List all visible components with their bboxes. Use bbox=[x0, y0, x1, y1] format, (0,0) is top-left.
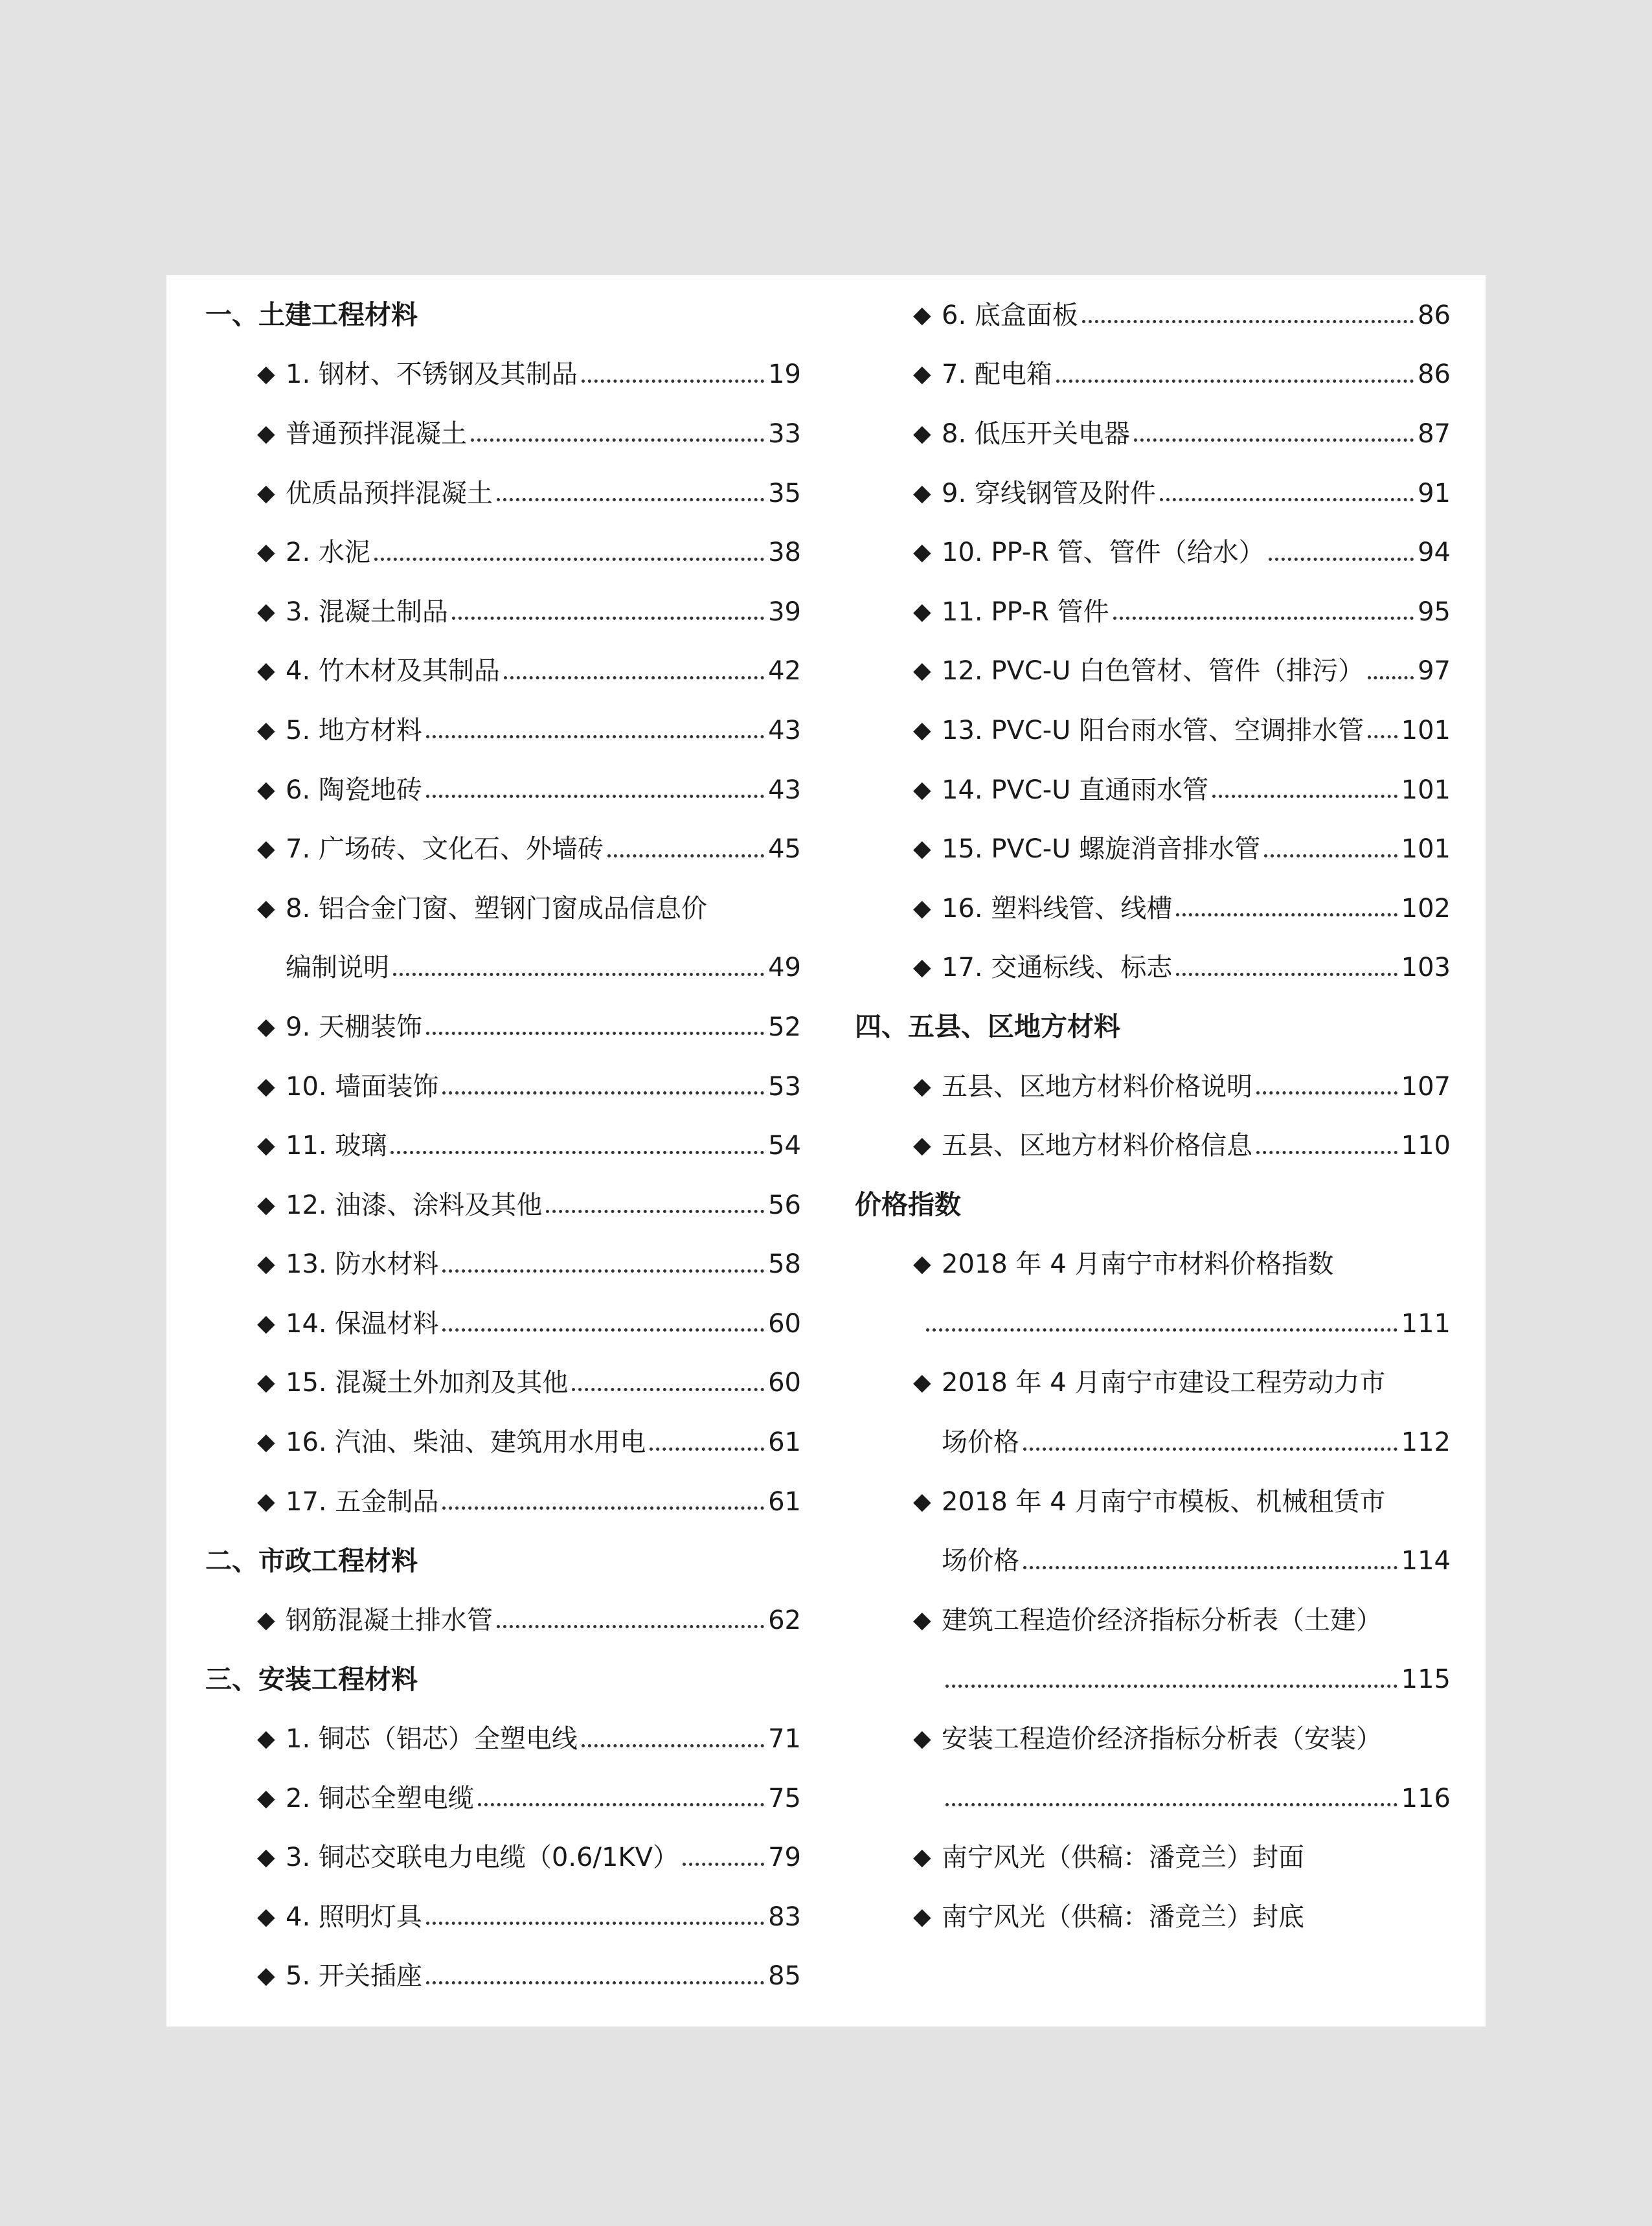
toc-page: 95 bbox=[1418, 596, 1451, 627]
toc-entry[interactable] bbox=[205, 464, 801, 523]
toc-entry-continuation[interactable] bbox=[855, 1531, 1451, 1591]
toc-label: 8. 铝合金门窗、塑钢门窗成品信息价 bbox=[286, 893, 707, 924]
toc-page: 111 bbox=[1401, 1308, 1451, 1339]
toc-label: 2018 年 4 月南宁市建设工程劳动力市 bbox=[942, 1368, 1386, 1398]
toc-entry[interactable] bbox=[205, 1769, 801, 1828]
toc-label: 3. 混凝土制品 bbox=[286, 596, 448, 627]
toc-entry[interactable] bbox=[205, 1413, 801, 1472]
toc-entry[interactable] bbox=[205, 879, 801, 938]
toc-entry[interactable] bbox=[205, 1947, 801, 2006]
toc-label: 15. PVC-U 螺旋消音排水管 bbox=[942, 834, 1261, 865]
toc-label: 南宁风光（供稿：潘竞兰）封面 bbox=[942, 1843, 1304, 1873]
dot-leader bbox=[442, 1506, 764, 1510]
toc-page: 71 bbox=[768, 1724, 801, 1755]
toc-label: 10. 墙面装饰 bbox=[286, 1071, 439, 1102]
toc-page: 102 bbox=[1401, 893, 1451, 924]
dot-leader bbox=[1134, 438, 1414, 442]
toc-label: 7. 配电箱 bbox=[942, 359, 1052, 390]
diamond-bullet-icon: ◆ bbox=[257, 361, 275, 388]
section-heading-installation: 三、安装工程材料 bbox=[205, 1663, 418, 1695]
toc-entry-continuation[interactable] bbox=[205, 938, 801, 998]
toc-page: 49 bbox=[768, 953, 801, 983]
toc-label: 10. PP-R 管、管件（给水） bbox=[942, 538, 1265, 568]
diamond-bullet-icon: ◆ bbox=[257, 716, 275, 744]
toc-page: 58 bbox=[768, 1249, 801, 1280]
toc-entry[interactable] bbox=[205, 1116, 801, 1175]
dot-leader bbox=[945, 1685, 1397, 1688]
toc-entry[interactable] bbox=[855, 1887, 1451, 1947]
toc-label: 场价格 bbox=[942, 1546, 1019, 1576]
diamond-bullet-icon: ◆ bbox=[257, 1725, 275, 1753]
diamond-bullet-icon: ◆ bbox=[913, 657, 931, 685]
toc-page: 19 bbox=[768, 359, 801, 390]
toc-entry[interactable] bbox=[205, 345, 801, 405]
toc-label: 9. 穿线钢管及附件 bbox=[942, 478, 1156, 508]
toc-label: 2. 水泥 bbox=[286, 538, 370, 568]
diamond-bullet-icon: ◆ bbox=[257, 1132, 275, 1159]
toc-label: 普通预拌混凝土 bbox=[286, 418, 467, 449]
diamond-bullet-icon: ◆ bbox=[913, 894, 931, 922]
toc-label: 13. 防水材料 bbox=[286, 1249, 439, 1280]
diamond-bullet-icon: ◆ bbox=[257, 598, 275, 625]
diamond-bullet-icon: ◆ bbox=[257, 776, 275, 803]
diamond-bullet-icon: ◆ bbox=[257, 479, 275, 506]
toc-entry[interactable] bbox=[205, 1591, 801, 1650]
toc-label: 17. 五金制品 bbox=[286, 1486, 439, 1517]
toc-label: 7. 广场砖、文化石、外墙砖 bbox=[286, 834, 604, 865]
diamond-bullet-icon: ◆ bbox=[913, 301, 931, 328]
diamond-bullet-icon: ◆ bbox=[913, 1725, 931, 1753]
dot-leader bbox=[426, 1032, 764, 1035]
toc-entry-continuation[interactable] bbox=[855, 1294, 1451, 1354]
dot-leader bbox=[426, 1922, 764, 1925]
toc-entry[interactable] bbox=[205, 642, 801, 701]
diamond-bullet-icon: ◆ bbox=[257, 1191, 275, 1218]
dot-leader bbox=[607, 854, 764, 857]
toc-entry[interactable] bbox=[205, 1057, 801, 1117]
toc-page: 86 bbox=[1418, 300, 1451, 330]
toc-label: 4. 照明灯具 bbox=[286, 1902, 422, 1932]
dot-leader bbox=[1264, 854, 1397, 857]
diamond-bullet-icon: ◆ bbox=[257, 894, 275, 922]
toc-page: 86 bbox=[1418, 359, 1451, 390]
toc-page: 60 bbox=[768, 1368, 801, 1398]
dot-leader bbox=[426, 735, 764, 738]
diamond-bullet-icon: ◆ bbox=[913, 479, 931, 506]
dot-leader bbox=[442, 1328, 764, 1332]
toc-label: 五县、区地方材料价格说明 bbox=[942, 1071, 1252, 1102]
toc-entry[interactable] bbox=[205, 1235, 801, 1295]
dot-leader bbox=[926, 1328, 1397, 1332]
toc-entry[interactable] bbox=[855, 1591, 1451, 1650]
toc-entry[interactable] bbox=[855, 345, 1451, 405]
toc-label: 安装工程造价经济指标分析表（安装） bbox=[942, 1724, 1382, 1755]
toc-page: 114 bbox=[1401, 1546, 1451, 1576]
toc-page: 53 bbox=[768, 1071, 801, 1102]
dot-leader bbox=[582, 380, 764, 383]
toc-label: 南宁风光（供稿：潘竞兰）封底 bbox=[942, 1902, 1304, 1932]
dot-leader bbox=[504, 676, 764, 679]
toc-entry[interactable] bbox=[205, 819, 801, 879]
toc-page: 112 bbox=[1401, 1427, 1451, 1458]
contents-column-left bbox=[205, 286, 801, 2006]
toc-label: 14. PVC-U 直通雨水管 bbox=[942, 775, 1209, 805]
toc-label: 1. 铜芯（铝芯）全塑电线 bbox=[286, 1724, 578, 1755]
diamond-bullet-icon: ◆ bbox=[257, 1369, 275, 1396]
toc-entry[interactable] bbox=[205, 1294, 801, 1354]
dot-leader bbox=[471, 438, 764, 442]
toc-label: 3. 铜芯交联电力电缆（0.6/1KV） bbox=[286, 1843, 679, 1873]
diamond-bullet-icon: ◆ bbox=[913, 420, 931, 447]
toc-entry[interactable] bbox=[855, 1709, 1451, 1769]
toc-entry[interactable] bbox=[205, 523, 801, 582]
toc-page: 85 bbox=[768, 1961, 801, 1992]
diamond-bullet-icon: ◆ bbox=[257, 835, 275, 863]
diamond-bullet-icon: ◆ bbox=[257, 1903, 275, 1930]
diamond-bullet-icon: ◆ bbox=[913, 1251, 931, 1278]
diamond-bullet-icon: ◆ bbox=[913, 539, 931, 566]
toc-label: 场价格 bbox=[942, 1427, 1019, 1458]
toc-label: 12. PVC-U 白色管材、管件（排污） bbox=[942, 656, 1364, 687]
toc-label: 8. 低压开关电器 bbox=[942, 418, 1130, 449]
toc-page: 43 bbox=[768, 715, 801, 745]
diamond-bullet-icon: ◆ bbox=[257, 1606, 275, 1633]
diamond-bullet-icon: ◆ bbox=[913, 1844, 931, 1871]
dot-leader bbox=[497, 1625, 764, 1628]
toc-label: 16. 塑料线管、线槽 bbox=[942, 893, 1173, 924]
diamond-bullet-icon: ◆ bbox=[257, 1844, 275, 1871]
toc-entry[interactable] bbox=[855, 464, 1451, 523]
dot-leader bbox=[582, 1744, 764, 1747]
toc-page: 54 bbox=[768, 1131, 801, 1161]
dot-leader bbox=[374, 558, 764, 561]
toc-page: 103 bbox=[1401, 953, 1451, 983]
diamond-bullet-icon: ◆ bbox=[257, 1310, 275, 1337]
diamond-bullet-icon: ◆ bbox=[913, 1903, 931, 1930]
dot-leader bbox=[1023, 1566, 1397, 1569]
dot-leader bbox=[426, 1981, 764, 1984]
toc-page: 38 bbox=[768, 538, 801, 568]
dot-leader bbox=[546, 1210, 764, 1213]
diamond-bullet-icon: ◆ bbox=[913, 1606, 931, 1633]
toc-label: 14. 保温材料 bbox=[286, 1308, 439, 1339]
toc-page: 60 bbox=[768, 1308, 801, 1339]
toc-label: 12. 油漆、涂料及其他 bbox=[286, 1190, 543, 1220]
toc-page: 87 bbox=[1418, 418, 1451, 449]
toc-page: 56 bbox=[768, 1190, 801, 1220]
toc-entry[interactable] bbox=[205, 582, 801, 642]
diamond-bullet-icon: ◆ bbox=[257, 1013, 275, 1040]
toc-page: 94 bbox=[1418, 538, 1451, 568]
dot-leader bbox=[390, 1151, 764, 1154]
diamond-bullet-icon: ◆ bbox=[257, 1962, 275, 1990]
toc-entry[interactable] bbox=[205, 404, 801, 464]
toc-entry[interactable] bbox=[855, 701, 1451, 760]
dot-leader bbox=[1256, 1151, 1397, 1154]
diamond-bullet-icon: ◆ bbox=[913, 835, 931, 863]
toc-page: 101 bbox=[1401, 834, 1451, 865]
dot-leader bbox=[393, 973, 764, 976]
toc-entry[interactable] bbox=[205, 1472, 801, 1532]
section-heading-civil: 一、土建工程材料 bbox=[205, 299, 418, 331]
contents-column-right bbox=[855, 286, 1451, 1947]
diamond-bullet-icon: ◆ bbox=[257, 1784, 275, 1811]
toc-entry[interactable] bbox=[855, 523, 1451, 582]
toc-label: 4. 竹木材及其制品 bbox=[286, 656, 500, 687]
toc-page: 33 bbox=[768, 418, 801, 449]
toc-entry[interactable] bbox=[855, 286, 1451, 345]
dot-leader bbox=[452, 617, 764, 620]
toc-label: 5. 地方材料 bbox=[286, 715, 422, 745]
toc-label: 优质品预拌混凝土 bbox=[286, 478, 493, 508]
diamond-bullet-icon: ◆ bbox=[913, 598, 931, 625]
toc-entry[interactable] bbox=[855, 819, 1451, 879]
toc-page: 45 bbox=[768, 834, 801, 865]
dot-leader bbox=[497, 498, 764, 501]
dot-leader bbox=[1113, 617, 1414, 620]
toc-entry[interactable] bbox=[855, 1057, 1451, 1117]
diamond-bullet-icon: ◆ bbox=[913, 1073, 931, 1100]
toc-label: 13. PVC-U 阳台雨水管、空调排水管 bbox=[942, 715, 1364, 745]
dot-leader bbox=[1023, 1448, 1397, 1451]
toc-page: 61 bbox=[768, 1427, 801, 1458]
dot-leader bbox=[1176, 973, 1397, 976]
toc-page: 35 bbox=[768, 478, 801, 508]
dot-leader bbox=[1176, 913, 1397, 916]
toc-page: 79 bbox=[768, 1843, 801, 1873]
toc-entry[interactable] bbox=[855, 1235, 1451, 1295]
toc-entry[interactable] bbox=[205, 1709, 801, 1769]
toc-label: 11. 玻璃 bbox=[286, 1131, 387, 1161]
toc-page: 101 bbox=[1401, 715, 1451, 745]
toc-label: 11. PP-R 管件 bbox=[942, 596, 1109, 627]
dot-leader bbox=[1269, 558, 1414, 561]
toc-page: 39 bbox=[768, 596, 801, 627]
toc-page: 116 bbox=[1401, 1783, 1451, 1813]
toc-label: 15. 混凝土外加剂及其他 bbox=[286, 1368, 569, 1398]
toc-page: 61 bbox=[768, 1486, 801, 1517]
toc-entry[interactable] bbox=[855, 642, 1451, 701]
toc-label: 16. 汽油、柴油、建筑用水用电 bbox=[286, 1427, 646, 1458]
toc-label: 2018 年 4 月南宁市模板、机械租赁市 bbox=[942, 1486, 1386, 1517]
toc-page: 91 bbox=[1418, 478, 1451, 508]
diamond-bullet-icon: ◆ bbox=[913, 1132, 931, 1159]
toc-entry[interactable] bbox=[205, 1887, 801, 1947]
dot-leader bbox=[478, 1803, 764, 1806]
toc-entry[interactable] bbox=[855, 1116, 1451, 1175]
dot-leader bbox=[426, 795, 764, 798]
contents-page bbox=[166, 275, 1486, 2027]
diamond-bullet-icon: ◆ bbox=[913, 1488, 931, 1515]
toc-page: 101 bbox=[1401, 775, 1451, 805]
diamond-bullet-icon: ◆ bbox=[913, 361, 931, 388]
toc-entry[interactable] bbox=[855, 938, 1451, 998]
toc-page: 75 bbox=[768, 1783, 801, 1813]
diamond-bullet-icon: ◆ bbox=[913, 954, 931, 981]
section-heading-price-index: 价格指数 bbox=[855, 1189, 961, 1221]
toc-label: 2018 年 4 月南宁市材料价格指数 bbox=[942, 1249, 1334, 1280]
toc-entry[interactable] bbox=[855, 1828, 1451, 1887]
toc-page: 83 bbox=[768, 1902, 801, 1932]
toc-page: 97 bbox=[1418, 656, 1451, 687]
section-heading-counties: 四、五县、区地方材料 bbox=[855, 1011, 1120, 1043]
toc-entry[interactable] bbox=[855, 582, 1451, 642]
toc-page: 110 bbox=[1401, 1131, 1451, 1161]
toc-entry[interactable] bbox=[855, 879, 1451, 938]
toc-entry-continuation[interactable] bbox=[855, 1413, 1451, 1472]
diamond-bullet-icon: ◆ bbox=[257, 1073, 275, 1100]
toc-label: 6. 陶瓷地砖 bbox=[286, 775, 422, 805]
toc-page: 42 bbox=[768, 656, 801, 687]
toc-label: 钢筋混凝土排水管 bbox=[286, 1605, 493, 1635]
diamond-bullet-icon: ◆ bbox=[913, 716, 931, 744]
toc-entry[interactable] bbox=[855, 1472, 1451, 1532]
toc-entry[interactable] bbox=[855, 1354, 1451, 1413]
diamond-bullet-icon: ◆ bbox=[257, 1429, 275, 1456]
dot-leader bbox=[1160, 498, 1414, 501]
dot-leader bbox=[442, 1091, 764, 1095]
diamond-bullet-icon: ◆ bbox=[913, 776, 931, 803]
diamond-bullet-icon: ◆ bbox=[257, 1251, 275, 1278]
toc-entry[interactable] bbox=[205, 997, 801, 1057]
toc-page: 115 bbox=[1401, 1664, 1451, 1695]
toc-page: 43 bbox=[768, 775, 801, 805]
diamond-bullet-icon: ◆ bbox=[257, 539, 275, 566]
toc-page: 62 bbox=[768, 1605, 801, 1635]
dot-leader bbox=[683, 1863, 764, 1866]
toc-entry[interactable] bbox=[205, 1354, 801, 1413]
dot-leader bbox=[442, 1269, 764, 1273]
toc-label: 五县、区地方材料价格信息 bbox=[942, 1131, 1252, 1161]
dot-leader bbox=[945, 1803, 1397, 1806]
toc-label: 6. 底盒面板 bbox=[942, 300, 1078, 330]
toc-entry[interactable] bbox=[855, 760, 1451, 820]
toc-label: 编制说明 bbox=[286, 953, 389, 983]
toc-label: 2. 铜芯全塑电缆 bbox=[286, 1783, 474, 1813]
dot-leader bbox=[1212, 795, 1397, 798]
diamond-bullet-icon: ◆ bbox=[257, 420, 275, 447]
toc-label: 1. 钢材、不锈钢及其制品 bbox=[286, 359, 578, 390]
diamond-bullet-icon: ◆ bbox=[913, 1369, 931, 1396]
dot-leader bbox=[1082, 320, 1414, 323]
diamond-bullet-icon: ◆ bbox=[257, 657, 275, 685]
toc-page: 52 bbox=[768, 1012, 801, 1042]
toc-label: 17. 交通标线、标志 bbox=[942, 953, 1173, 983]
dot-leader bbox=[1256, 1091, 1397, 1095]
toc-entry[interactable] bbox=[855, 404, 1451, 464]
toc-entry-continuation[interactable] bbox=[855, 1769, 1451, 1828]
toc-label: 建筑工程造价经济指标分析表（土建） bbox=[942, 1605, 1382, 1635]
dot-leader bbox=[650, 1448, 764, 1451]
toc-entry-continuation[interactable] bbox=[855, 1650, 1451, 1710]
dot-leader bbox=[1056, 380, 1414, 383]
dot-leader bbox=[1368, 676, 1414, 679]
toc-entry[interactable] bbox=[205, 1828, 801, 1887]
toc-page: 107 bbox=[1401, 1071, 1451, 1102]
diamond-bullet-icon: ◆ bbox=[257, 1488, 275, 1515]
toc-entry[interactable] bbox=[205, 1175, 801, 1235]
toc-entry[interactable] bbox=[205, 760, 801, 820]
toc-label: 9. 天棚装饰 bbox=[286, 1012, 422, 1042]
section-heading-municipal: 二、市政工程材料 bbox=[205, 1545, 418, 1576]
toc-label: 5. 开关插座 bbox=[286, 1961, 422, 1992]
toc-entry[interactable] bbox=[205, 701, 801, 760]
dot-leader bbox=[1368, 735, 1397, 738]
dot-leader bbox=[572, 1388, 764, 1391]
